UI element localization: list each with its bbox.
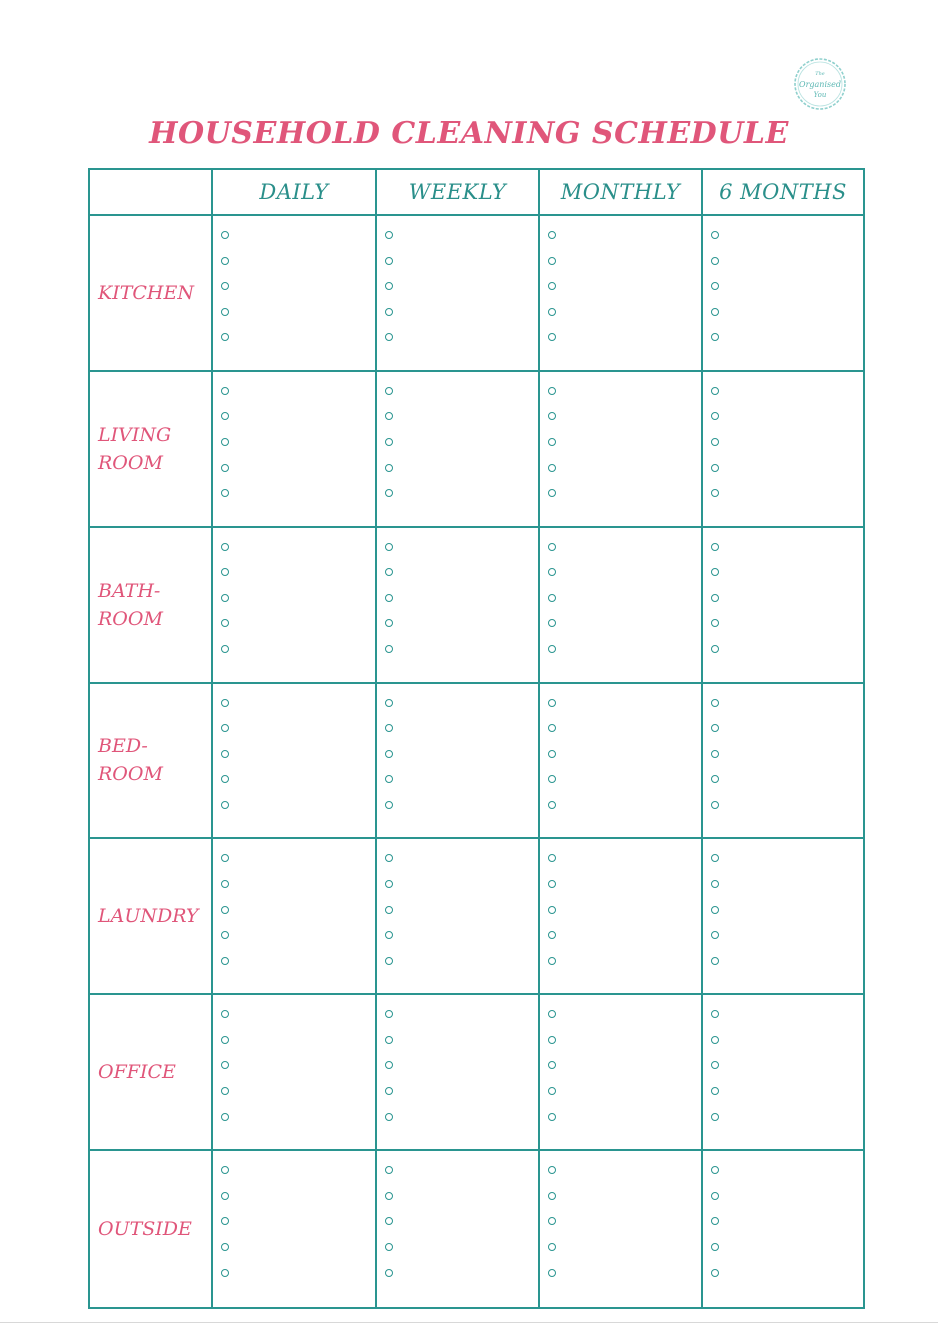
- checkbox-circle[interactable]: [711, 854, 719, 862]
- checkbox-circle[interactable]: [711, 1166, 719, 1174]
- checkbox-circle[interactable]: [385, 412, 393, 420]
- checkbox-circle[interactable]: [711, 957, 719, 965]
- checkbox-circle[interactable]: [548, 1269, 556, 1277]
- task-cell: [703, 372, 863, 528]
- task-cell: [377, 995, 540, 1151]
- checkbox-circle[interactable]: [221, 387, 229, 395]
- room-label: OFFICE: [98, 1061, 176, 1084]
- task-cell: [213, 528, 377, 684]
- checkbox-circle[interactable]: [548, 489, 556, 497]
- logo-text-line3: You: [813, 91, 827, 99]
- room-row-header: [90, 1151, 213, 1307]
- task-cell: [703, 684, 863, 840]
- checkbox-circle[interactable]: [221, 464, 229, 472]
- checkbox-circle[interactable]: [548, 1243, 556, 1251]
- checkbox-circle[interactable]: [711, 438, 719, 446]
- checkbox-circle[interactable]: [548, 412, 556, 420]
- checkbox-circle[interactable]: [221, 1269, 229, 1277]
- checkbox-circle[interactable]: [221, 257, 229, 265]
- checkbox-circle[interactable]: [221, 957, 229, 965]
- checkbox-circle[interactable]: [548, 464, 556, 472]
- task-cell: [213, 995, 377, 1151]
- checkbox-circle[interactable]: [711, 931, 719, 939]
- checkbox-circle[interactable]: [711, 282, 719, 290]
- room-label: BATH- ROOM: [98, 579, 163, 630]
- task-cell: [703, 839, 863, 995]
- checkbox-circle[interactable]: [385, 645, 393, 653]
- room-label: KITCHEN: [98, 281, 194, 304]
- task-cell: [377, 839, 540, 995]
- checkbox-circle[interactable]: [385, 438, 393, 446]
- checkbox-circle[interactable]: [548, 594, 556, 602]
- checkbox-circle[interactable]: [711, 568, 719, 576]
- checkbox-circle[interactable]: [711, 308, 719, 316]
- checkbox-circle[interactable]: [711, 750, 719, 758]
- checkbox-circle[interactable]: [711, 594, 719, 602]
- checkbox-circle[interactable]: [711, 880, 719, 888]
- checkbox-circle[interactable]: [385, 880, 393, 888]
- column-header-daily: DAILY: [213, 170, 377, 216]
- task-cell: [377, 1151, 540, 1307]
- checkbox-circle[interactable]: [221, 801, 229, 809]
- checkbox-circle[interactable]: [711, 1217, 719, 1225]
- checkbox-circle[interactable]: [711, 724, 719, 732]
- room-row-header: [90, 528, 213, 684]
- checkbox-circle[interactable]: [385, 464, 393, 472]
- checkbox-circle[interactable]: [221, 619, 229, 627]
- checkbox-circle[interactable]: [711, 775, 719, 783]
- checkbox-circle[interactable]: [711, 906, 719, 914]
- checkbox-circle[interactable]: [548, 801, 556, 809]
- brand-logo: [792, 56, 848, 112]
- checkbox-circle[interactable]: [221, 438, 229, 446]
- checkbox-circle[interactable]: [221, 880, 229, 888]
- checkbox-circle[interactable]: [548, 724, 556, 732]
- page-title: HOUSEHOLD CLEANING SCHEDULE: [149, 116, 789, 151]
- room-row-header: [90, 995, 213, 1151]
- checkbox-circle[interactable]: [548, 282, 556, 290]
- room-row-header: [90, 216, 213, 372]
- checkbox-circle[interactable]: [711, 387, 719, 395]
- checkbox-circle[interactable]: [221, 1113, 229, 1121]
- checkbox-circle[interactable]: [221, 1192, 229, 1200]
- checkbox-circle[interactable]: [548, 750, 556, 758]
- room-row-header: [90, 372, 213, 528]
- checkbox-circle[interactable]: [548, 1166, 556, 1174]
- checkbox-circle[interactable]: [548, 1010, 556, 1018]
- room-label: OUTSIDE: [98, 1218, 192, 1241]
- logo-text-line1: The: [815, 71, 825, 77]
- task-cell: [540, 684, 703, 840]
- task-cell: [703, 1151, 863, 1307]
- checkbox-circle[interactable]: [221, 543, 229, 551]
- schedule-table: [88, 168, 865, 1309]
- room-label: BED- ROOM: [98, 735, 163, 786]
- checkbox-circle[interactable]: [711, 1269, 719, 1277]
- task-cell: [540, 995, 703, 1151]
- task-cell: [213, 684, 377, 840]
- checkbox-circle[interactable]: [221, 775, 229, 783]
- checkbox-circle[interactable]: [221, 1243, 229, 1251]
- checkbox-circle[interactable]: [711, 1243, 719, 1251]
- checkbox-circle[interactable]: [711, 543, 719, 551]
- checkbox-circle[interactable]: [711, 645, 719, 653]
- checkbox-circle[interactable]: [548, 1113, 556, 1121]
- checkbox-circle[interactable]: [385, 1010, 393, 1018]
- task-cell: [213, 216, 377, 372]
- task-cell: [213, 372, 377, 528]
- checkbox-circle[interactable]: [221, 645, 229, 653]
- task-cell: [703, 528, 863, 684]
- task-cell: [213, 1151, 377, 1307]
- checkbox-circle[interactable]: [548, 1061, 556, 1069]
- checkbox-circle[interactable]: [385, 1036, 393, 1044]
- checkbox-circle[interactable]: [548, 906, 556, 914]
- checkbox-circle[interactable]: [221, 333, 229, 341]
- checkbox-circle[interactable]: [711, 1036, 719, 1044]
- checkbox-circle[interactable]: [221, 750, 229, 758]
- task-cell: [540, 839, 703, 995]
- column-header-monthly: MONTHLY: [540, 170, 703, 216]
- checkbox-circle[interactable]: [385, 282, 393, 290]
- checkbox-circle[interactable]: [711, 333, 719, 341]
- task-cell: [540, 216, 703, 372]
- checkbox-circle[interactable]: [221, 1036, 229, 1044]
- header-corner-cell: [90, 170, 213, 216]
- checkbox-circle[interactable]: [548, 308, 556, 316]
- checkbox-circle[interactable]: [711, 489, 719, 497]
- checkbox-circle[interactable]: [548, 880, 556, 888]
- task-cell: [703, 995, 863, 1151]
- room-row-header: [90, 684, 213, 840]
- checkbox-circle[interactable]: [221, 906, 229, 914]
- checkbox-circle[interactable]: [221, 854, 229, 862]
- checkbox-circle[interactable]: [221, 282, 229, 290]
- checkbox-circle[interactable]: [221, 568, 229, 576]
- checkbox-circle[interactable]: [548, 333, 556, 341]
- checkbox-circle[interactable]: [385, 543, 393, 551]
- checkbox-circle[interactable]: [548, 775, 556, 783]
- checkbox-circle[interactable]: [385, 1113, 393, 1121]
- room-label: LIVING ROOM: [98, 423, 172, 474]
- checkbox-circle[interactable]: [385, 1166, 393, 1174]
- checkbox-circle[interactable]: [548, 543, 556, 551]
- checkbox-circle[interactable]: [221, 724, 229, 732]
- checkbox-circle[interactable]: [548, 854, 556, 862]
- checkbox-circle[interactable]: [711, 412, 719, 420]
- checkbox-circle[interactable]: [385, 750, 393, 758]
- checkbox-circle[interactable]: [548, 1192, 556, 1200]
- checkbox-circle[interactable]: [385, 489, 393, 497]
- checkbox-circle[interactable]: [711, 1192, 719, 1200]
- checkbox-circle[interactable]: [385, 775, 393, 783]
- logo-text-line2: Organised: [799, 80, 841, 89]
- task-cell: [213, 839, 377, 995]
- checkbox-circle[interactable]: [385, 333, 393, 341]
- checkbox-circle[interactable]: [221, 931, 229, 939]
- checkbox-circle[interactable]: [221, 1217, 229, 1225]
- checkbox-circle[interactable]: [711, 619, 719, 627]
- task-cell: [377, 372, 540, 528]
- task-cell: [703, 216, 863, 372]
- checkbox-circle[interactable]: [548, 699, 556, 707]
- checkbox-circle[interactable]: [385, 594, 393, 602]
- checkbox-circle[interactable]: [711, 801, 719, 809]
- checkbox-circle[interactable]: [548, 1036, 556, 1044]
- checkbox-circle[interactable]: [385, 699, 393, 707]
- task-cell: [377, 528, 540, 684]
- checkbox-circle[interactable]: [385, 724, 393, 732]
- room-row-header: [90, 839, 213, 995]
- checkbox-circle[interactable]: [711, 1113, 719, 1121]
- checkbox-circle[interactable]: [385, 1217, 393, 1225]
- checkbox-circle[interactable]: [385, 906, 393, 914]
- checkbox-circle[interactable]: [221, 699, 229, 707]
- checkbox-circle[interactable]: [711, 1061, 719, 1069]
- checkbox-circle[interactable]: [385, 1061, 393, 1069]
- checkbox-circle[interactable]: [385, 801, 393, 809]
- checkbox-circle[interactable]: [711, 231, 719, 239]
- task-cell: [540, 528, 703, 684]
- checkbox-circle[interactable]: [221, 412, 229, 420]
- checkbox-circle[interactable]: [711, 257, 719, 265]
- checkbox-circle[interactable]: [385, 854, 393, 862]
- checkbox-circle[interactable]: [711, 464, 719, 472]
- checkbox-circle[interactable]: [221, 489, 229, 497]
- room-label: LAUNDRY: [98, 905, 199, 928]
- checkbox-circle[interactable]: [385, 568, 393, 576]
- checkbox-circle[interactable]: [385, 1269, 393, 1277]
- column-header-6-months: 6 MONTHS: [703, 170, 863, 216]
- checkbox-circle[interactable]: [385, 931, 393, 939]
- checkbox-circle[interactable]: [548, 1217, 556, 1225]
- checkbox-circle[interactable]: [548, 257, 556, 265]
- checkbox-circle[interactable]: [385, 957, 393, 965]
- checkbox-circle[interactable]: [548, 645, 556, 653]
- page-bottom-edge: [0, 1322, 938, 1323]
- checkbox-circle[interactable]: [548, 1087, 556, 1095]
- checkbox-circle[interactable]: [548, 438, 556, 446]
- checkbox-circle[interactable]: [221, 1087, 229, 1095]
- checkbox-circle[interactable]: [548, 957, 556, 965]
- column-header-weekly: WEEKLY: [377, 170, 540, 216]
- task-cell: [377, 684, 540, 840]
- checkbox-circle[interactable]: [385, 1192, 393, 1200]
- checkbox-circle[interactable]: [385, 1087, 393, 1095]
- checkbox-circle[interactable]: [548, 619, 556, 627]
- checkbox-circle[interactable]: [385, 387, 393, 395]
- checkbox-circle[interactable]: [711, 1087, 719, 1095]
- checkbox-circle[interactable]: [221, 594, 229, 602]
- checkbox-circle[interactable]: [221, 1010, 229, 1018]
- checkbox-circle[interactable]: [711, 699, 719, 707]
- task-cell: [377, 216, 540, 372]
- checkbox-circle[interactable]: [548, 387, 556, 395]
- checkbox-circle[interactable]: [221, 1061, 229, 1069]
- checkbox-circle[interactable]: [221, 1166, 229, 1174]
- checkbox-circle[interactable]: [385, 257, 393, 265]
- checkbox-circle[interactable]: [221, 231, 229, 239]
- checkbox-circle[interactable]: [385, 231, 393, 239]
- checkbox-circle[interactable]: [385, 1243, 393, 1251]
- checkbox-circle[interactable]: [385, 308, 393, 316]
- checkbox-circle[interactable]: [548, 568, 556, 576]
- task-cell: [540, 372, 703, 528]
- checkbox-circle[interactable]: [221, 308, 229, 316]
- checkbox-circle[interactable]: [548, 231, 556, 239]
- checkbox-circle[interactable]: [385, 619, 393, 627]
- task-cell: [540, 1151, 703, 1307]
- checkbox-circle[interactable]: [548, 931, 556, 939]
- checkbox-circle[interactable]: [711, 1010, 719, 1018]
